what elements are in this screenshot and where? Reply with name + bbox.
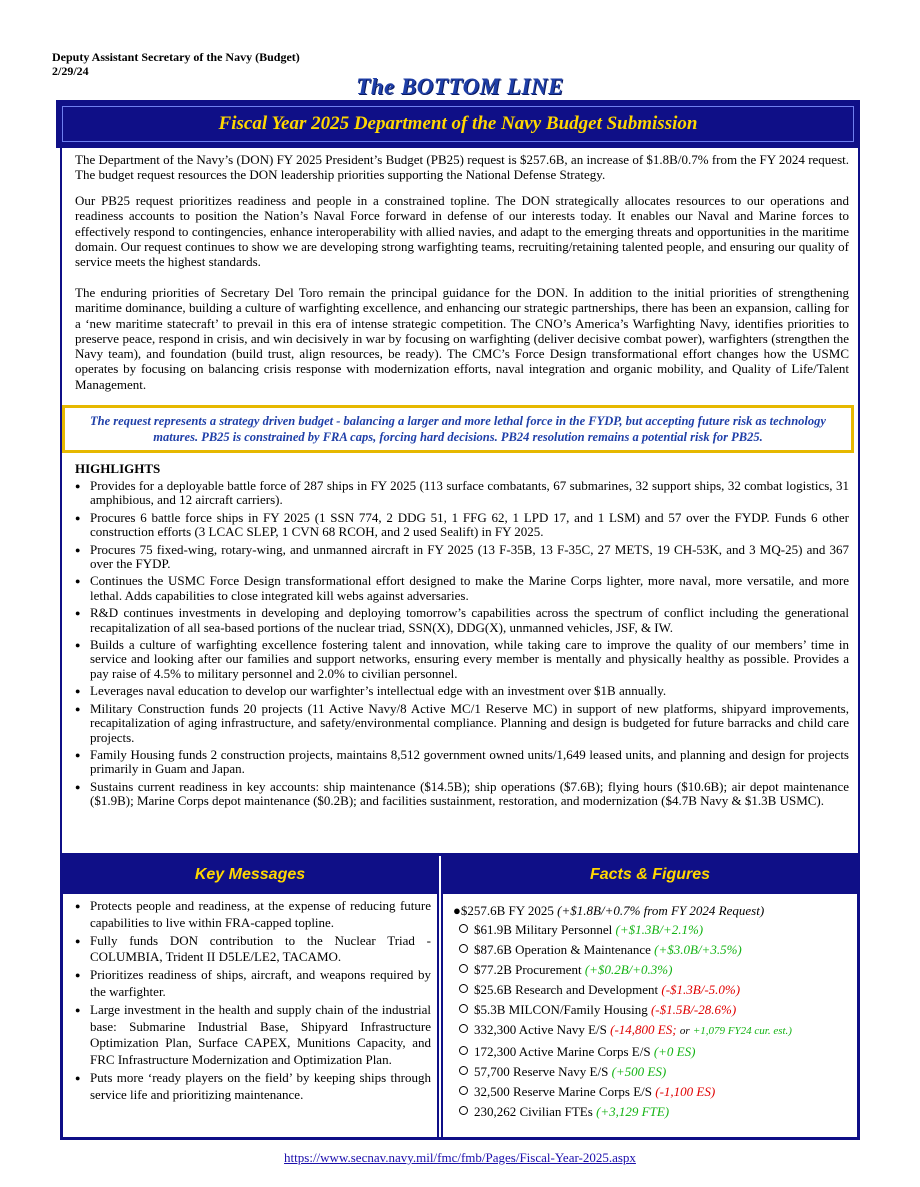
list-item: ● Fully funds DON contribution to the Nuclear Triad - COLUMBIA, Trident II D5LE/LE2, TACAMO. xyxy=(75,933,431,967)
list-item: ● Builds a culture of warfighting excellence fostering talent and innovation, while taking care to improve the quality of our members’ time in service and looking after our families and support networks, ensuring every member is mentally and physically healthy as possible. Provides a pay raise of 4.5% to military personnel and 2.0% to civilian personnel. xyxy=(75,638,849,681)
callout-box xyxy=(62,405,854,453)
fact-label: $5.3B MILCON/Family Housing xyxy=(474,1002,648,1018)
fact-change: (-1,100 ES) xyxy=(655,1083,716,1099)
list-item: ● Protects people and readiness, at the expense of reducing future capabilities to live within FRA-capped topline. xyxy=(75,898,431,932)
section-banner xyxy=(56,100,860,148)
fact-label: 32,500 Reserve Marine Corps E/S xyxy=(474,1083,653,1099)
ring-bullet-icon xyxy=(459,984,468,993)
facts-row xyxy=(453,1062,853,1082)
ring-bullet-icon xyxy=(459,1004,468,1013)
facts-row xyxy=(453,1042,853,1062)
banner-title: Fiscal Year 2025 Department of the Navy Budget Submission xyxy=(218,113,698,134)
page-title: The BOTTOM LINE xyxy=(356,74,564,99)
facts-figures-header: Facts & Figures xyxy=(443,856,857,894)
ring-bullet-icon xyxy=(459,944,468,953)
fact-change: (+$1.3B/+2.1%) xyxy=(615,922,704,937)
facts-row xyxy=(453,1000,853,1020)
fact-label: $77.2B Procurement xyxy=(474,962,582,978)
list-item: ● Military Construction funds 20 projects (11 Active Navy/8 Active MC/1 Reserve MC) in support of new platforms, shipyard improvements, recapitalization of aging infrastructure, and safety/environmental compliance. Planning and design is budgeted for future barracks and child care projects. xyxy=(75,702,849,745)
list-item: ● Family Housing funds 2 construction projects, maintains 8,512 government owned units/1,649 leased units, and planning and design for projects primarily in Guam and Japan. xyxy=(75,748,849,777)
facts-row xyxy=(453,940,853,960)
facts-row xyxy=(453,1102,853,1122)
fact-label: 172,300 Active Marine Corps E/S xyxy=(474,1043,651,1059)
fact-label: $25.6B Research and Development xyxy=(474,982,659,998)
list-item: ● Procures 6 battle force ships in FY 2025 (1 SSN 774, 2 DDG 51, 1 FFG 62, 1 LPD 17, and 1 LSM) and 57 over the FYDP. Funds 6 other construction efforts (3 LCAC SLEP, 1 CVN 68 RCOH, and 2 used Sealift) in FY 2025. xyxy=(75,511,849,540)
bullet-icon: ● xyxy=(453,903,461,918)
fact-change: (+0 ES) xyxy=(653,1043,696,1059)
facts-row xyxy=(453,980,853,1000)
summary-panels xyxy=(60,853,860,1140)
facts-row xyxy=(453,1020,853,1041)
ring-bullet-icon xyxy=(459,1086,468,1095)
list-item: ● Continues the USMC Force Design transformational effort designed to make the Marine Corps lighter, more naval, more versatile, and more lethal. Adds capabilities to close integrated kill webs against adversaries. xyxy=(75,574,849,603)
list-item: ● Procures 75 fixed-wing, rotary-wing, and unmanned aircraft in FY 2025 (13 F-35B, 13 F-35C, 27 METS, 19 CH-53K, and 3 MQ-25) and 367 over the FYDP. xyxy=(75,543,849,572)
ring-bullet-icon xyxy=(459,1066,468,1075)
ring-bullet-icon xyxy=(459,924,468,933)
highlights-list xyxy=(75,479,849,812)
intro-paragraph: The Department of the Navy’s (DON) FY 2025 President’s Budget (PB25) request is $257.6B, an increase of $1.8B/0.7% from the FY 2024 request. The budget request resources the DON leadership priorities supporting the National Defense Strategy. xyxy=(75,152,849,183)
total-change: (+$1.8B/+0.7% from FY 2024 Request) xyxy=(557,903,765,918)
fact-change: (-$1.5B/-28.6%) xyxy=(650,1002,737,1018)
highlights-heading: HIGHLIGHTS xyxy=(75,461,161,476)
list-item: ● Leverages naval education to develop our warfighter’s intellectual edge with an investment over $1B annually. xyxy=(75,684,849,698)
document-date: 2/29/24 xyxy=(52,64,89,78)
facts-row xyxy=(453,1082,853,1102)
fact-change: (+$0.2B/+0.3%) xyxy=(584,962,673,978)
list-item: ● Puts more ‘ready players on the field’ by keeping ships through service life and prioritizing maintenance. xyxy=(75,1070,431,1104)
list-item: ● Provides for a deployable battle force of 287 ships in FY 2025 (113 surface combatants, 67 submarines, 32 support ships, 32 combat logistics, 31 amphibious, and 12 aircraft carriers). xyxy=(75,479,849,508)
facts-total-row xyxy=(453,902,853,920)
fact-change: (-14,800 ES; xyxy=(610,1022,677,1038)
fact-change: (+$3.0B/+3.5%) xyxy=(654,942,742,958)
list-item: ● Prioritizes readiness of ships, aircraft, and weapons required by the warfighter. xyxy=(75,967,431,1001)
ring-bullet-icon xyxy=(459,964,468,973)
footer-link[interactable]: https://www.secnav.navy.mil/fmc/fmb/Pages/Fiscal-Year-2025.aspx xyxy=(284,1150,636,1165)
fact-change: (+500 ES) xyxy=(611,1063,667,1079)
column-divider xyxy=(437,856,443,1137)
list-item: ● Sustains current readiness in key accounts: ship maintenance ($14.5B); ship operations ($7.6B); flying hours ($10.6B); air depot maintenance ($1.9B); Marine Corps depot maintenance ($0.2B); and facilities sustainment, restoration, and modernization ($4.7B Navy & $1.3B USMC). xyxy=(75,780,849,809)
callout-text: The request represents a strategy driven budget - balancing a larger and more lethal force in the FYDP, but accepting future risk as technology matures. PB25 is constrained by FRA caps, forcing hard decisions. PB24 resolution remains a potential risk for PB25. xyxy=(90,414,826,444)
fact-or: or xyxy=(679,1025,690,1038)
fact-label: 332,300 Active Navy E/S xyxy=(474,1022,607,1038)
fact-extra: +1,079 FY24 cur. est.) xyxy=(692,1025,792,1038)
fact-label: $61.9B Military Personnel xyxy=(474,922,613,937)
facts-row xyxy=(453,920,853,940)
priorities-paragraph: The enduring priorities of Secretary Del Toro remain the principal guidance for the DON. In addition to the initial priorities of strengthening maritime dominance, building a culture of warfighting excellence, and enhancing our strategic partnerships, there has been an expansion, calling for a ‘new maritime statecraft’ to prevail in this era of intense strategic competition. The CNO’s America’s Warfighting Navy, identifies priorities to preserve peace, respond in crisis, and win decisively in war by focusing on warfighting (deliver decisive combat power), warfighters (strengthen the Navy team), and foundation (build trust, align resources, be ready). The CMC’s Force Design transformational effort changes how the USMC operates by focusing on balancing crisis response with modernization efforts, naval integration and organic mobility, and Quality of Life/Talent Management. xyxy=(75,285,849,392)
total-label: $257.6B FY 2025 xyxy=(460,903,554,918)
key-messages-list xyxy=(75,898,431,1105)
ring-bullet-icon xyxy=(459,1106,468,1115)
facts-row xyxy=(453,960,853,980)
key-messages-header: Key Messages xyxy=(63,856,437,894)
ring-bullet-icon xyxy=(459,1024,468,1033)
list-item: ● R&D continues investments in developing and deploying tomorrow’s capabilities across the spectrum of conflict including the generational recapitalization of all sea-based portions of the nuclear triad, SSN(X), DDG(X), unmanned vehicles, JSF, & IW. xyxy=(75,606,849,635)
readiness-paragraph: Our PB25 request prioritizes readiness and people in a constrained topline. The DON strategically allocates resources to our operations and readiness accounts to position the Nation’s Naval Force forward in defense of our interests today. It enables our Naval and Marine forces to effectively respond to contingencies, enhance interoperability with allied navies, and adapt to the emerging threats and opportunities in the maritime domain. Our request continues to show we are developing strong warfighting teams, recruiting/retaining talented people, and ensuring our quality of service meets the highest standards. xyxy=(75,193,849,270)
fact-label: 57,700 Reserve Navy E/S xyxy=(474,1063,609,1079)
fact-label: 230,262 Civilian FTEs xyxy=(474,1103,593,1119)
list-item: ● Large investment in the health and supply chain of the industrial base: Submarine Industrial Base, Shipyard Infrastructure Optimization Plan, Surface CAPEX, Munitions Capacity, and FRC Infrastructure Modernization and Optimization Plan. xyxy=(75,1002,431,1069)
fact-label: $87.6B Operation & Maintenance xyxy=(474,942,651,958)
ring-bullet-icon xyxy=(459,1046,468,1055)
fact-change: (-$1.3B/-5.0%) xyxy=(661,982,741,998)
office-name: Deputy Assistant Secretary of the Navy (Budget) xyxy=(52,50,300,64)
fact-change: (+3,129 FTE) xyxy=(596,1103,670,1119)
facts-figures-list xyxy=(453,902,853,1122)
